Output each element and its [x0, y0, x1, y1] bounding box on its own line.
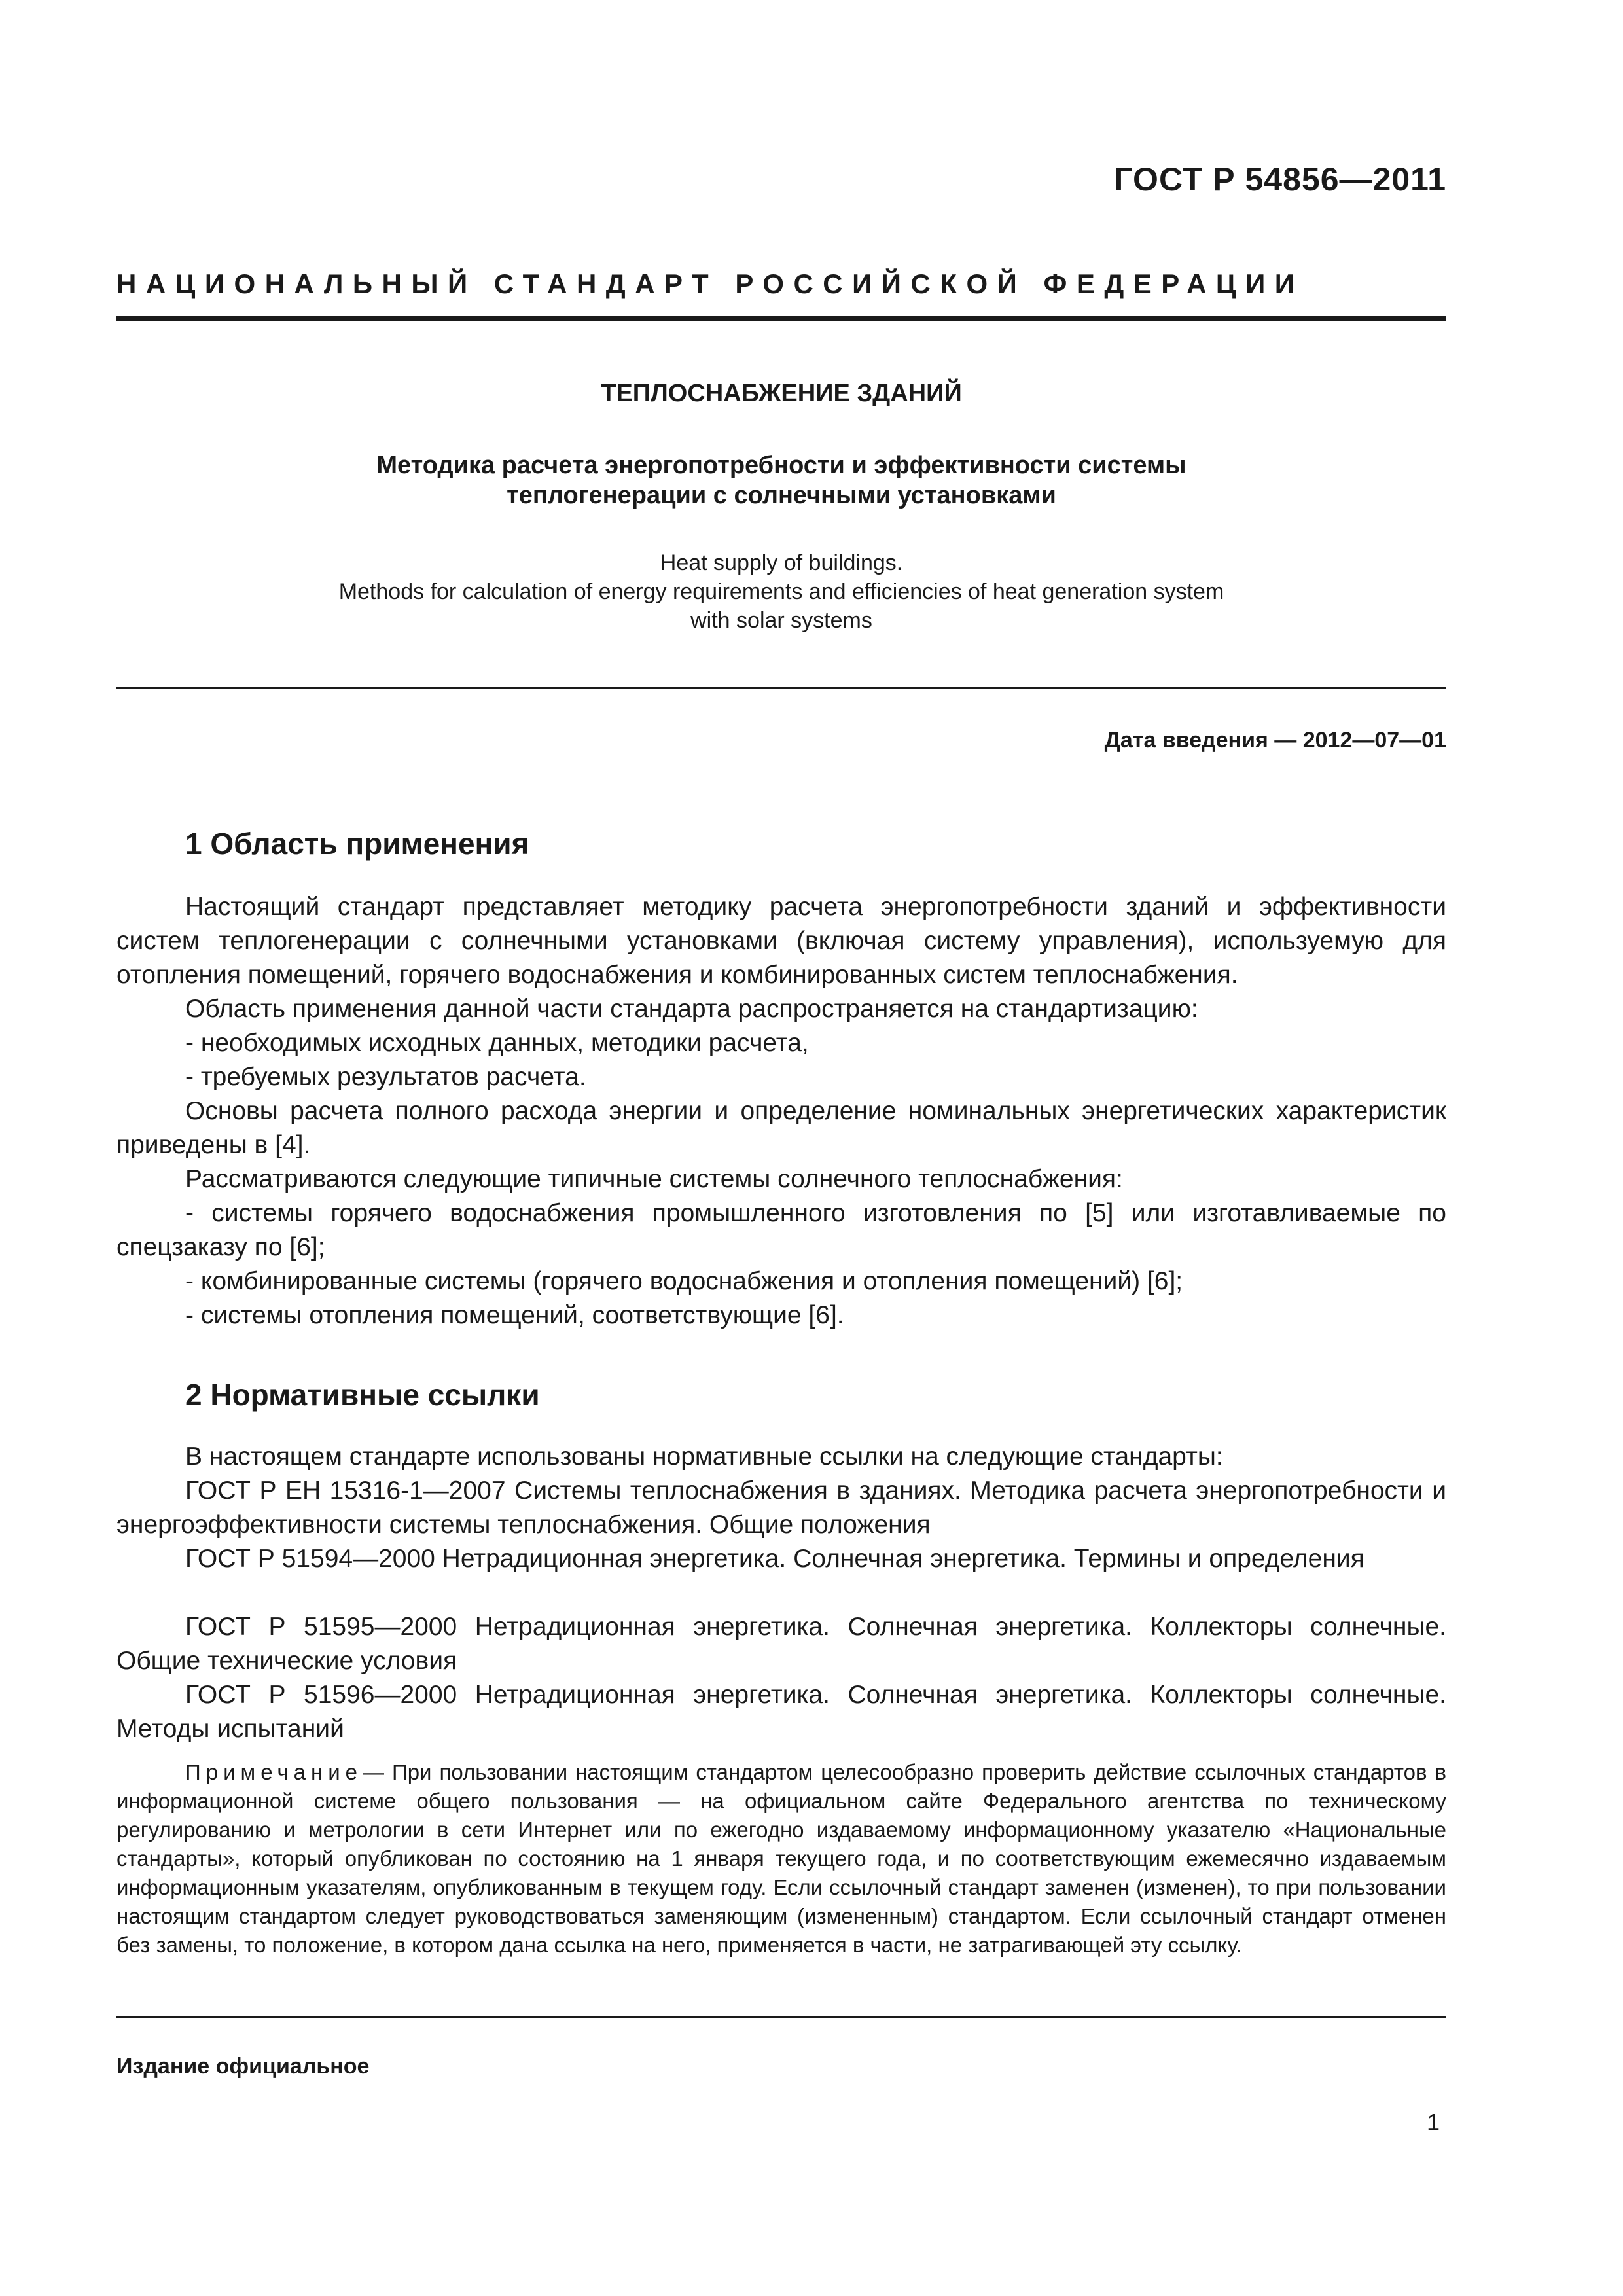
- document-subtitle: [116, 450, 1446, 511]
- list-item: [116, 1265, 1446, 1299]
- reference-text: ГОСТ Р 51594—2000 Нетрадиционная энергетика. Солнечная энергетика. Термины и определения: [185, 1545, 1364, 1573]
- title-rule: [116, 687, 1446, 689]
- section-heading-scope: 1 Область применения: [185, 827, 529, 861]
- subtitle-line: теплогенерации с солнечными установками: [507, 482, 1056, 509]
- document-title: ТЕПЛОСНАБЖЕНИЕ ЗДАНИЙ: [601, 380, 962, 407]
- note-label: Примечание: [185, 1760, 363, 1784]
- reference-text: ГОСТ Р 51595—2000 Нетрадиционная энергетика. Солнечная энергетика. Коллекторы солнечные. Общие технические условия: [116, 1613, 1446, 1675]
- reference-item: [116, 1610, 1446, 1678]
- footer-rule: [116, 2016, 1446, 2018]
- note: [116, 1758, 1446, 1960]
- paragraph-text: Настоящий стандарт представляет методику расчета энергопотребности зданий и эффективности систем теплогенерации с солнечными установками (включая систему управления), используемую для отопления помещений, горячего водоснабжения и комбинированных систем теплоснабжения.: [116, 893, 1446, 989]
- list-item-text: - комбинированные системы (горячего водоснабжения и отопления помещений) [6];: [185, 1267, 1183, 1295]
- list-item-text: - системы отопления помещений, соответствующие [6].: [185, 1301, 844, 1329]
- paragraph: [116, 1094, 1446, 1162]
- official-edition-label: Издание официальное: [116, 2054, 370, 2079]
- introduction-date: Дата введения — 2012—07—01: [1104, 728, 1446, 753]
- paragraph: [116, 890, 1446, 992]
- paragraph: [116, 1440, 1446, 1474]
- reference-text: ГОСТ Р ЕН 15316-1—2007 Системы теплоснабжения в зданиях. Методика расчета энергопотребности и энергоэффективности системы теплоснабжения. Общие положения: [116, 1477, 1446, 1539]
- reference-text: ГОСТ Р 51596—2000 Нетрадиционная энергетика. Солнечная энергетика. Коллекторы солнечные. Методы испытаний: [116, 1681, 1446, 1743]
- subtitle-line: Методика расчета энергопотребности и эффективности системы: [376, 452, 1186, 479]
- list-item-text: - требуемых результатов расчета.: [185, 1063, 586, 1091]
- reference-item: [116, 1678, 1446, 1746]
- reference-item: [116, 1542, 1446, 1576]
- paragraph: [116, 992, 1446, 1026]
- page-number: 1: [1426, 2109, 1440, 2136]
- list-item: [116, 1299, 1446, 1333]
- english-title-line: Heat supply of buildings.: [660, 550, 903, 575]
- list-item-text: - системы горячего водоснабжения промышленного изготовления по [5] или изготавливаемые по спецзаказу по [6];: [116, 1199, 1446, 1261]
- note-text: — При пользовании настоящим стандартом целесообразно проверить действие ссылочных стандартов в информационной системе общего пользования — на официальном сайте Федерального агентства по техническому регулированию и метрологии в сети Интернет или по ежегодно издаваемому информационному указателю «Национальные стандарты», который опубликован по состоянию на 1 января текущего года, и по соответствующим ежемесячно издаваемым информационным указателям, опубликованным в текущем году. Если ссылочный стандарт заменен (изменен), то при пользовании настоящим стандартом следует руководствоваться заменяющим (измененным) стандартом. Если ссылочный стандарт отменен без замены, то положение, в котором дана ссылка на него, применяется в части, не затрагивающей эту ссылку.: [116, 1760, 1446, 1957]
- list-item: [116, 1060, 1446, 1094]
- document-code: ГОСТ Р 54856—2011: [1114, 161, 1446, 198]
- list-item: [116, 1026, 1446, 1060]
- english-title: [116, 548, 1446, 635]
- paragraph-text: В настоящем стандарте использованы нормативные ссылки на следующие стандарты:: [185, 1443, 1223, 1471]
- paragraph-text: Рассматриваются следующие типичные системы солнечного теплоснабжения:: [185, 1165, 1123, 1193]
- list-item: [116, 1196, 1446, 1265]
- paragraph-text: Основы расчета полного расхода энергии и определение номинальных энергетических характеристик приведены в [4].: [116, 1097, 1446, 1159]
- header-rule: [116, 316, 1446, 321]
- list-item-text: - необходимых исходных данных, методики расчета,: [185, 1029, 809, 1057]
- standard-banner: НАЦИОНАЛЬНЫЙ СТАНДАРТ РОССИЙСКОЙ ФЕДЕРАЦИИ: [116, 268, 1304, 299]
- english-title-line: Methods for calculation of energy requirements and efficiencies of heat generation system: [338, 579, 1224, 604]
- paragraph-text: Область применения данной части стандарта распространяется на стандартизацию:: [185, 995, 1198, 1023]
- paragraph: [116, 1162, 1446, 1196]
- reference-item: [116, 1474, 1446, 1542]
- english-title-line: with solar systems: [690, 608, 872, 633]
- section-heading-references: 2 Нормативные ссылки: [185, 1378, 540, 1412]
